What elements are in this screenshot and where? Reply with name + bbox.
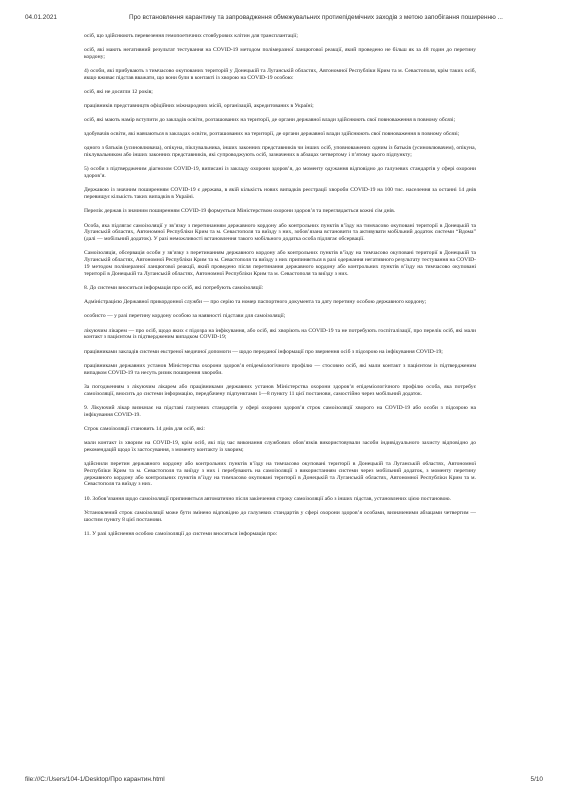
file-path: file:///C:/Users/104-1/Desktop/Про карантин.html	[25, 776, 165, 783]
document-title: Про встановлення карантину та запровадження обмежувальних протиепідемічних заходів з метою запобігання поширенню ...	[129, 14, 503, 21]
paragraph: осіб, які мають намір вступити до закладів освіти, розташованих на території, де органи державної влади здійснюють свої повноваження в повному обсязі;	[84, 117, 456, 124]
paragraph: осіб, що здійснюють перевезення гемопоетичних стовбурових клітин для трансплантації;	[84, 33, 298, 39]
print-footer	[25, 776, 543, 783]
paragraph: 9. Лікуючий лікар визначає на підставі галузевих стандартів у сфері охорони здоров’я строк самоізоляції хворого на COVID-19 або особи з підозрою на інфікування COVID-19.	[84, 404, 476, 418]
paragraph: Адміністрацією Державної прикордонної служби — про серію та номер паспортного документа та дату перетину особою державного кордону;	[84, 299, 427, 306]
paragraph: лікуючим лікарем — про осіб, щодо яких є підозра на інфікування, або осіб, які хворіють на COVID-19 та не потребують госпіталізації, про перелік осіб, які мали контакт з пацієнтом із підтвердженим випадком COVID-19;	[84, 327, 476, 341]
paragraph: особисто — у разі перетину кордону особою за наявності підстави для самоізоляції;	[84, 313, 286, 320]
paragraph: Перелік держав із значним поширенням COVID-19 формується Міністерством охорони здоров’я та переглядається кожні сім днів.	[84, 208, 396, 215]
paragraph: мали контакт із хворим на COVID-19, крім осіб, які під час виконання службових обов’язків використовували засоби індивідуального захисту відповідно до рекомендацій щодо їх застосування, з моменту контакту із хворим;	[84, 439, 476, 453]
paragraph: Особа, яка підлягає самоізоляції у зв’язку з перетинанням державного кордону або контрольних пунктів в’їзду на тимчасово окуповані території в Донецькій та Луганській областях, Автономної Республіки Крим та м. Севастополя та виїзду з них, зобов’язана встановити та активувати мобільний додаток системи “Вдома” (далі — мобільний додаток). У разі неможливості встановлення такого мобільного додатка особа підлягає обсервації.	[84, 222, 476, 243]
paragraph: 11. У разі здійснення особою самоізоляції до системи вноситься інформація про:	[84, 530, 278, 537]
print-header	[25, 14, 543, 21]
paragraph: працівниками закладів системи екстреної медичної допомоги — щодо переданої інформації про звернення осіб з підозрою на інфікування COVID-19;	[84, 348, 443, 355]
paragraph: працівниками державних установ Міністерства охорони здоров’я епідеміологічного профілю — стосовно осіб, які мали контакт з пацієнтом із підтвердженим випадком COVID-19 та несуть ризик поширення хвороби.	[84, 362, 476, 376]
print-date: 04.01.2021	[25, 14, 57, 21]
paragraph: 8. До системи вноситься інформація про осіб, які потребують самоізоляції:	[84, 285, 264, 292]
page-number: 5/10	[530, 776, 543, 783]
paragraph: осіб, які не досягли 12 років;	[84, 89, 153, 96]
paragraph: 5) особи з підтвердженим діагнозом COVID-19, виписані із закладу охорони здоров’я, до моменту одужання відповідно до галузевих стандартів у сфері охорони здоров’я.	[84, 166, 476, 180]
paragraph: Державою із значним поширенням COVID-19 є держава, в якій кількість нових випадків реєстрації хвороби COVID-19 на 100 тис. населення за останні 14 днів перевищує кількість таких випадків в Україні.	[84, 187, 476, 201]
paragraph: Строк самоізоляції становить 14 днів для осіб, які:	[84, 425, 205, 432]
paragraph: осіб, які мають негативний результат тестування на COVID-19 методом полімеразної ланцюгової реакції, який проведено не більш як за 48 годин до перетину кордону;	[84, 47, 476, 60]
paragraph: 4) особи, які прибувають з тимчасово окупованих територій у Донецькій та Луганській областях, Автономної Республіки Крим та м. Севастополя, крім таких осіб, якщо вживає підстав вважати, що вони були в контакті із хворою на COVID-19 особою:	[84, 68, 476, 81]
document-body	[84, 33, 476, 545]
paragraph: здобувачів освіти, які навчаються в закладах освіти, розташованих на території, де органи державної влади здійснюють свої повноваження в повному обсязі;	[84, 131, 460, 138]
paragraph: 10. Зобов’язання щодо самоізоляції припиняється автоматично після закінчення строку самоізоляції або з інших підстав, установлених цією постановою.	[84, 495, 451, 502]
paragraph: одного з батьків (усиновлювача), опікуна, піклувальника, інших законних представників чи інших осіб, уповноважених одним із батьків (усиновлювачем), опікуна, піклувальником або інших законних представників, які супроводжують осіб, зазначених в абзацах четвертому і п’ятому цього підпункту;	[84, 145, 476, 159]
paragraph: здійснили перетин державного кордону або контрольних пунктів в’їзду на тимчасово окуповані території в Донецькій та Луганській областях, Автономної Республіки Крим та м. Севастополя та виїзду з них і перебувають на самоізоляції з використанням системи через мобільний додаток, з моменту перетину державного кордону або контрольних пунктів в’їзду на тимчасово окуповані території в Донецькій та Луганській областях, Автономної Республіки Крим та м. Севастополя та виїзду з них.	[84, 460, 476, 488]
paragraph: працівників представництв офіційних міжнародних місій, організацій, акредитованих в Україні;	[84, 103, 314, 110]
paragraph: Самоізоляція, обсервація особи у зв’язку з перетинанням державного кордону або контрольних пунктів в’їзду на тимчасово окуповані території в Донецькій та Луганській областях, Автономної Республіки Крим та м. Севастополя та виїзду з них припиняється в разі одержання негативного результату тестування на COVID-19 методом полімеразної ланцюгової реакції, який проведено після перетинання державного кордону або контрольних пунктів в’їзду на тимчасово окуповані території в Донецькій та Луганській областях, Автономної Республіки Крим та м. Севастополя та виїзду з них.	[84, 250, 476, 278]
paragraph: За погодженням з лікуючим лікарем або працівниками державних установ Міністерства охорони здоров’я епідеміологічного профілю особа, яка потребує самоізоляції, вносить до системи інформацію, передбачену підпунктами 1—8 пункту 11 цієї постанови, самостійно через мобільний додаток.	[84, 383, 476, 397]
paragraph: Установлений строк самоізоляції може бути змінено відповідно до галузевих стандартів у сфері охорони здоров’я особами, визначеними абзацами четвертим — шостим пункту 8 цієї постанови.	[84, 509, 476, 523]
